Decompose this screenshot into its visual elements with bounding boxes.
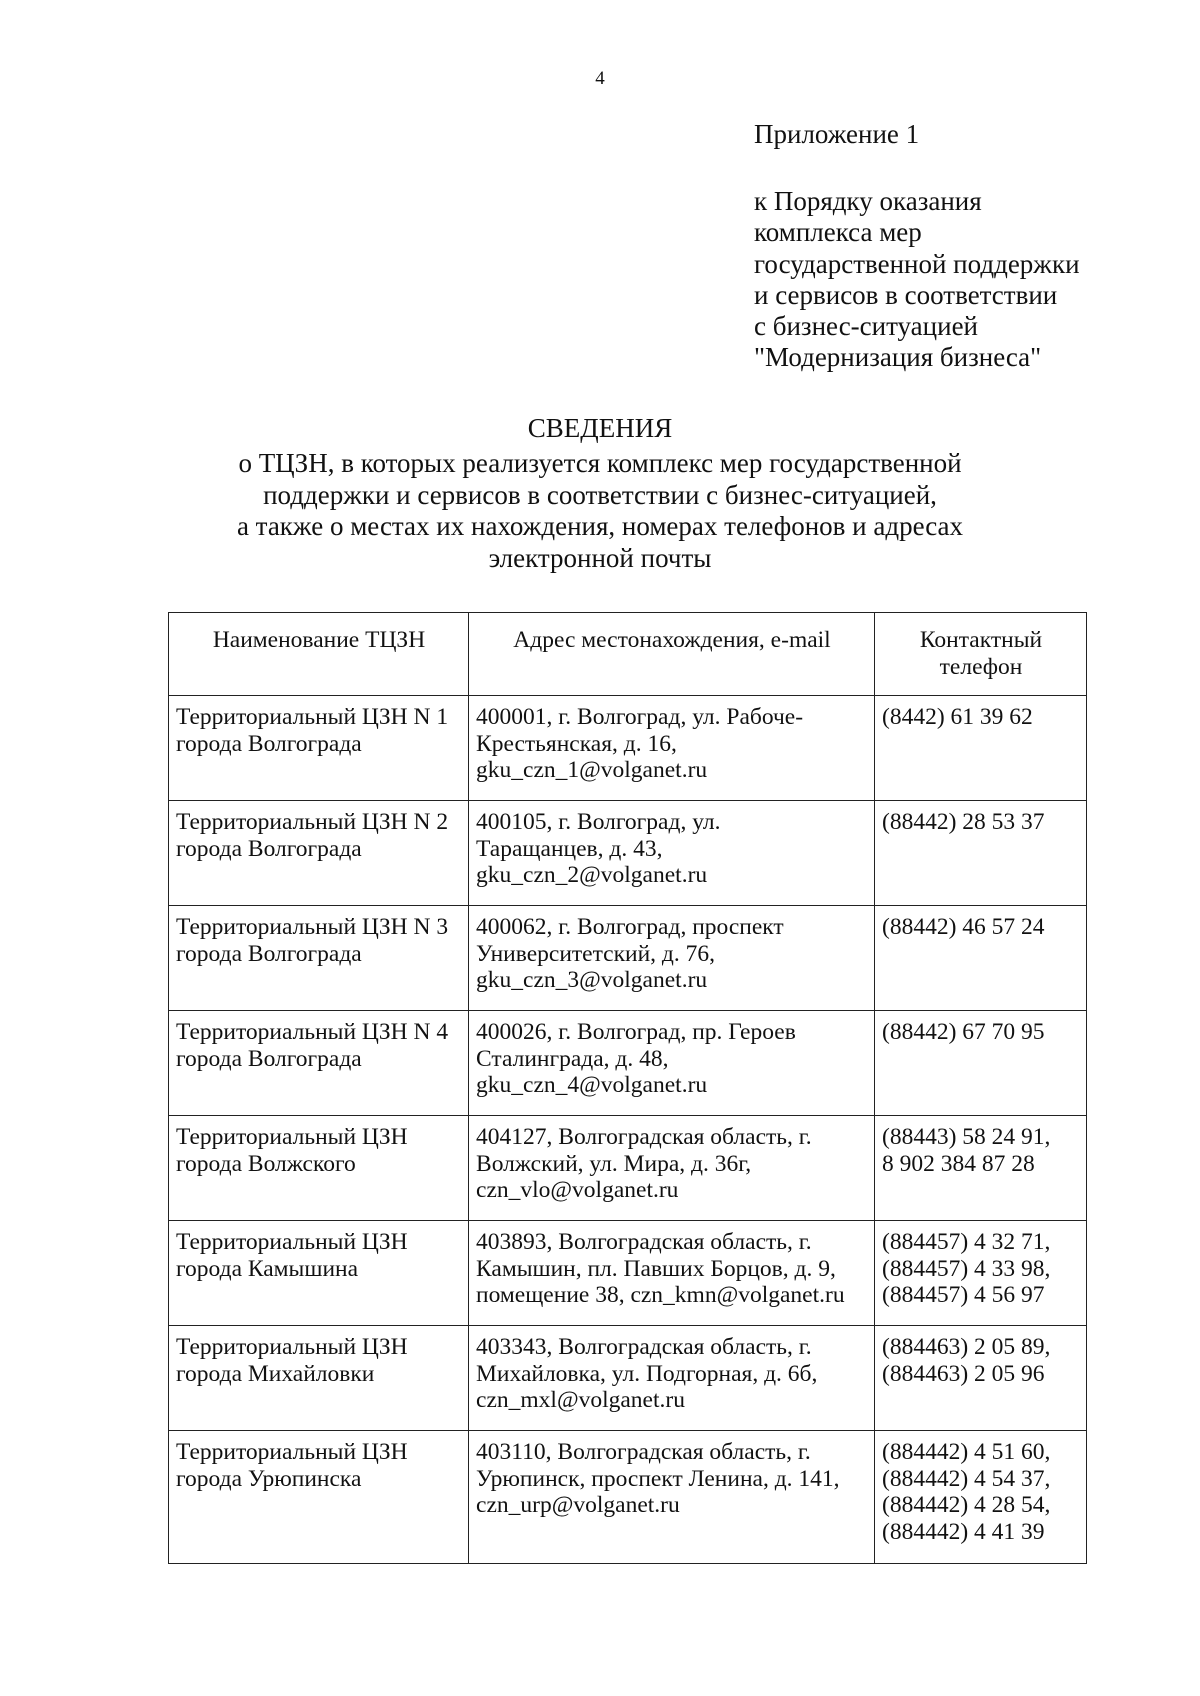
center-name-line: Территориальный ЦЗН N 1 [176, 704, 449, 730]
center-phone-line: (884442) 4 54 37, [882, 1465, 1051, 1492]
center-name-line: города Волгограда [176, 835, 362, 862]
center-name-line: Территориальный ЦЗН N 4 [176, 1019, 449, 1045]
center-name-cell [169, 801, 469, 906]
center-phone-cell [875, 1431, 1087, 1564]
center-name-line: Территориальный ЦЗН [176, 1229, 408, 1255]
center-address-line: gku_czn_1@volganet.ru [476, 757, 708, 783]
center-address-line: 404127, Волгоградская область, г. [476, 1124, 812, 1150]
center-address-line: gku_czn_3@volganet.ru [476, 967, 708, 993]
center-name-line: Территориальный ЦЗН [176, 1334, 408, 1360]
document-title: СВЕДЕНИЯ [527, 413, 673, 443]
center-phone-line: (884457) 4 32 71, [882, 1229, 1051, 1255]
center-phone-line: (884442) 4 51 60, [882, 1439, 1051, 1465]
header-line: Контактный [919, 627, 1043, 653]
table-row [169, 801, 1087, 906]
center-address-line: czn_vlo@volganet.ru [476, 1177, 679, 1203]
center-phone-cell [875, 1011, 1087, 1116]
center-name-cell [169, 1011, 469, 1116]
center-phone-line: (8442) 61 39 62 [882, 704, 1033, 730]
center-address-line: 403343, Волгоградская область, г. [476, 1334, 812, 1360]
center-phone-cell [875, 1221, 1087, 1326]
table-row [169, 906, 1087, 1011]
center-name-cell [169, 1221, 469, 1326]
center-address-line: Урюпинск, проспект Ленина, д. 141, [476, 1465, 840, 1492]
table-row [169, 696, 1087, 801]
table-row [169, 1326, 1087, 1431]
header-name [169, 613, 469, 696]
center-name-line: города Волгограда [176, 1045, 362, 1072]
center-name-line: Территориальный ЦЗН N 2 [176, 809, 449, 835]
center-address-line: помещение 38, czn_kmn@volganet.ru [476, 1282, 845, 1308]
center-phone-line: (884457) 4 56 97 [882, 1282, 1045, 1308]
center-address-line: Крестьянская, д. 16, [476, 730, 677, 757]
center-phone-line: (88443) 58 24 91, [882, 1124, 1051, 1150]
center-address-line: Сталинграда, д. 48, [476, 1045, 669, 1072]
center-name-line: Территориальный ЦЗН N 3 [176, 914, 449, 940]
center-address-line: 403893, Волгоградская область, г. [476, 1229, 812, 1255]
header-phone [875, 613, 1087, 696]
appendix-reference-line: "Модернизация бизнеса" [754, 342, 1042, 373]
page-number: 4 [595, 68, 605, 89]
center-phone-line: (884463) 2 05 89, [882, 1334, 1051, 1360]
document-subtitle-line: о ТЦЗН, в которых реализуется комплекс мер государственной [238, 448, 962, 478]
center-address-line: 403110, Волгоградская область, г. [476, 1439, 811, 1465]
center-address-cell [469, 1116, 875, 1221]
table-row [169, 1011, 1087, 1116]
center-address-line: 400105, г. Волгоград, ул. [476, 809, 721, 835]
center-address-cell [469, 1011, 875, 1116]
document-subtitle-line: поддержки и сервисов в соответствии с бизнес-ситуацией, [263, 479, 937, 510]
center-address-cell [469, 906, 875, 1011]
center-name-cell [169, 906, 469, 1011]
center-name-line: города Волгограда [176, 940, 362, 967]
center-phone-line: (884442) 4 41 39 [882, 1518, 1045, 1545]
center-address-line: gku_czn_2@volganet.ru [476, 862, 708, 888]
table-row [169, 1431, 1087, 1564]
document-subtitle-line: а также о местах их нахождения, номерах телефонов и адресах [236, 511, 964, 541]
center-name-cell [169, 696, 469, 801]
center-address-line: 400062, г. Волгоград, проспект [476, 914, 784, 940]
center-phone-line: (884463) 2 05 96 [882, 1360, 1045, 1387]
appendix-reference [754, 186, 1080, 374]
center-address-cell [469, 801, 875, 906]
center-address-line: gku_czn_4@volganet.ru [476, 1072, 708, 1098]
appendix-reference-line: к Порядку оказания [754, 186, 982, 216]
center-name-line: города Урюпинска [176, 1465, 362, 1492]
center-name-line: Территориальный ЦЗН [176, 1124, 408, 1150]
center-name-line: города Волгограда [176, 730, 362, 757]
document-subtitle [100, 448, 1100, 574]
table-row [169, 1221, 1087, 1326]
center-phone-line: (88442) 67 70 95 [882, 1019, 1045, 1045]
center-phone-line: (884457) 4 33 98, [882, 1255, 1051, 1282]
center-address-line: Михайловка, ул. Подгорная, д. 6б, [476, 1360, 818, 1387]
center-name-cell [169, 1326, 469, 1431]
appendix-reference-line: и сервисов в соответствии [754, 279, 1058, 310]
center-address-cell [469, 1221, 875, 1326]
appendix-reference-line: комплекса мер [754, 217, 922, 248]
header-line: телефон [939, 653, 1023, 680]
table-row [169, 1116, 1087, 1221]
center-address-line: czn_urp@volganet.ru [476, 1492, 680, 1518]
appendix-title: Приложение 1 [754, 119, 920, 149]
center-address-line: Камышин, пл. Павших Борцов, д. 9, [476, 1255, 836, 1282]
table-body [169, 696, 1087, 1564]
center-name-line: города Волжского [176, 1150, 356, 1177]
center-phone-cell [875, 801, 1087, 906]
table-header-row [169, 613, 1087, 696]
center-phone-line: (88442) 28 53 37 [882, 809, 1045, 835]
header-line: Наименование ТЦЗН [212, 627, 426, 653]
center-phone-cell [875, 1326, 1087, 1431]
center-name-cell [169, 1431, 469, 1564]
center-phone-line: 8 902 384 87 28 [882, 1150, 1035, 1177]
appendix-reference-line: государственной поддержки [754, 248, 1080, 279]
center-name-cell [169, 1116, 469, 1221]
center-address-line: 400026, г. Волгоград, пр. Героев [476, 1019, 796, 1045]
center-address-line: 400001, г. Волгоград, ул. Рабоче- [476, 704, 804, 730]
employment-centers-table [168, 612, 1087, 1564]
center-address-line: Таращанцев, д. 43, [476, 835, 663, 862]
center-phone-cell [875, 906, 1087, 1011]
appendix-reference-line: с бизнес-ситуацией [754, 311, 979, 342]
center-phone-line: (884442) 4 28 54, [882, 1492, 1051, 1518]
center-address-cell [469, 696, 875, 801]
document-subtitle-line: электронной почты [488, 542, 712, 573]
center-address-cell [469, 1326, 875, 1431]
center-phone-line: (88442) 46 57 24 [882, 914, 1045, 940]
center-phone-cell [875, 1116, 1087, 1221]
header-line: Адрес местонахождения, e-mail [513, 627, 831, 653]
center-name-line: города Михайловки [176, 1360, 375, 1387]
header-address [469, 613, 875, 696]
center-address-line: czn_mxl@volganet.ru [476, 1387, 685, 1413]
center-address-line: Университетский, д. 76, [476, 940, 715, 967]
center-name-line: Территориальный ЦЗН [176, 1439, 408, 1465]
center-name-line: города Камышина [176, 1255, 359, 1282]
center-address-line: Волжский, ул. Мира, д. 36г, [476, 1150, 752, 1177]
center-phone-cell [875, 696, 1087, 801]
center-address-cell [469, 1431, 875, 1564]
